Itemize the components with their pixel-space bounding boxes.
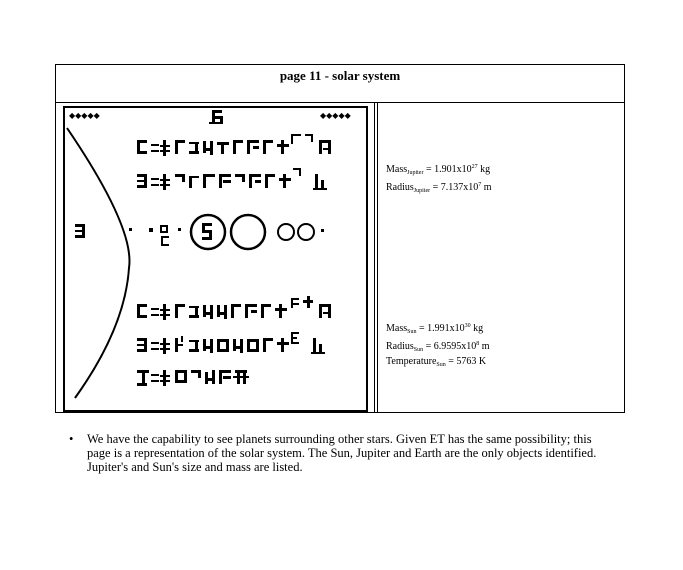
column-divider-inner: [377, 102, 378, 413]
sun-radius-sub: Sun: [413, 347, 424, 353]
bullet-text: We have the capability to see planets surrounding other stars. Given ET has the same possibility; this page is a representation of the solar system. The Sun, Jupiter and Earth are the only objects identified. Jupiter's and Sun's size and mass are listed.: [87, 432, 597, 474]
jupiter-mass-exp: 27: [471, 164, 478, 170]
sun-mass-line: [386, 320, 490, 338]
planet-dot-1: [129, 228, 132, 231]
jupiter-radius-exp: 7: [478, 182, 482, 188]
bullet-list: [69, 432, 617, 474]
glyph-row-1: [137, 134, 331, 156]
glyph-row-4: [137, 332, 325, 354]
sun-radius-line: [386, 338, 490, 356]
jupiter-radius-unit: m: [481, 182, 492, 193]
sun-mass-label: Mass: [386, 323, 408, 334]
sun-mass-exp: 30: [464, 323, 471, 329]
jupiter-radius-value: = 7.137x10: [430, 182, 479, 193]
sun-radius-unit: m: [479, 341, 490, 352]
jupiter-radius-sub: Jupiter: [413, 188, 431, 194]
planet-saturn: [231, 215, 265, 249]
sun-radius-label: Radius: [386, 341, 414, 352]
sun-mass-value: = 1.991x10: [416, 323, 465, 334]
sun-temp-label: Temperature: [386, 356, 437, 367]
bullet-icon: •: [69, 432, 74, 446]
planet-dot-4: [178, 228, 181, 231]
jupiter-data: [386, 161, 492, 197]
sun-radius-value: = 6.9595x10: [423, 341, 477, 352]
sun-mass-unit: kg: [470, 323, 484, 334]
sun-temperature-line: [386, 356, 490, 371]
glyph-row-3: [137, 296, 331, 320]
jupiter-glyph: [202, 223, 212, 240]
glyph-row-5: [137, 370, 249, 386]
sun-mass-sub: Sun: [407, 329, 417, 335]
sun-data: [386, 320, 490, 371]
jupiter-radius-label: Radius: [386, 182, 414, 193]
column-divider: [374, 102, 375, 413]
sun-temp-sub: Sun: [436, 362, 446, 368]
page-title: page 11 - solar system: [56, 65, 624, 103]
corner-dots-left: ◆◆◆◆◆: [69, 111, 100, 120]
planet-pluto: [321, 229, 324, 232]
jupiter-mass-unit: kg: [477, 164, 491, 175]
earth-glyph: [161, 236, 169, 246]
planet-neptune: [298, 224, 314, 240]
jupiter-mass-sub: Jupiter: [407, 170, 424, 176]
planet-earth: [161, 226, 167, 232]
sun-temp-value: = 5763 K: [445, 356, 487, 367]
jupiter-mass-line: [386, 161, 492, 179]
sun-arc: [67, 128, 129, 398]
left-glyph: [75, 224, 85, 238]
jupiter-mass-value: = 1.901x10: [423, 164, 472, 175]
sun-radius-exp: 8: [476, 341, 480, 347]
planets-row: [75, 215, 324, 249]
page-frame: [55, 64, 625, 413]
top-glyph: [209, 110, 223, 124]
jupiter-mass-label: Mass: [386, 164, 408, 175]
planet-dot-2: [149, 228, 153, 232]
solar-system-glyph-image: [63, 106, 368, 412]
glyph-row-2: [137, 168, 327, 190]
corner-dots-right: ◆◆◆◆◆: [320, 111, 351, 120]
jupiter-radius-line: [386, 179, 492, 197]
glyph-figure: [65, 108, 366, 410]
planet-uranus: [278, 224, 294, 240]
